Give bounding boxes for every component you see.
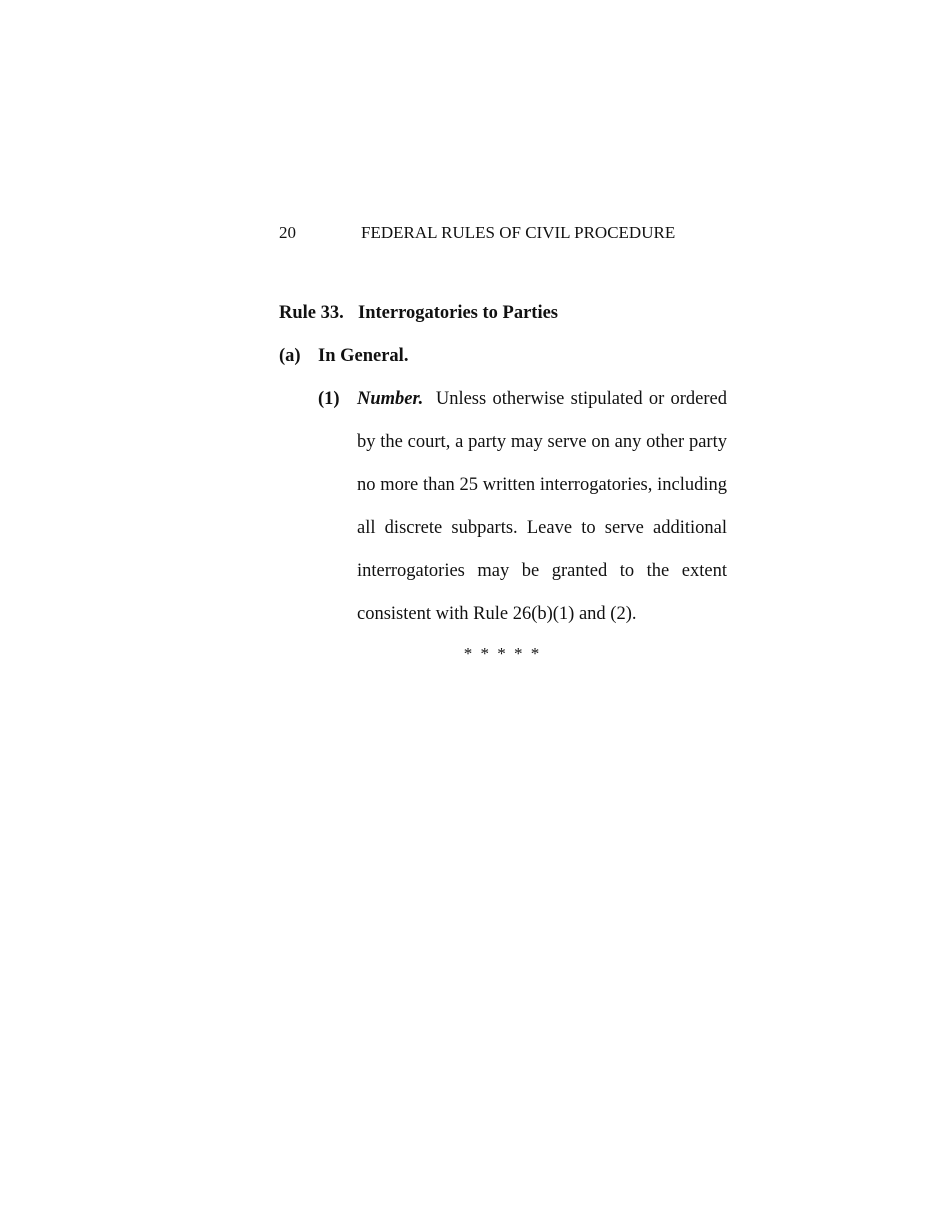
paragraph-text: Unless otherwise stipulated or ordered by the court, a party may serve on any other party no more than 25 written interrogatories, including all discrete subparts. Leave to serve additional interrogatories may be granted to the extent consistent with Rule 26(b)(1) and (2). [357,388,728,624]
page-number: 20 [279,223,296,242]
rule-heading: Interrogatories to Parties [358,303,559,323]
subdivision-mark: (a) [279,346,301,366]
paragraph-heading: Number. [357,388,424,409]
paragraph-1 [318,387,727,636]
running-head: FEDERAL RULES OF CIVIL PROCEDURE [361,223,676,242]
paragraph-body [357,378,727,636]
omission-separator: * * * * * [463,644,542,663]
rule-number: Rule 33. [279,303,344,323]
subdivision-heading: In General. [318,346,409,366]
subdivision-a [279,344,408,368]
rule-title [279,301,558,325]
paragraph-mark: (1) [318,389,340,409]
